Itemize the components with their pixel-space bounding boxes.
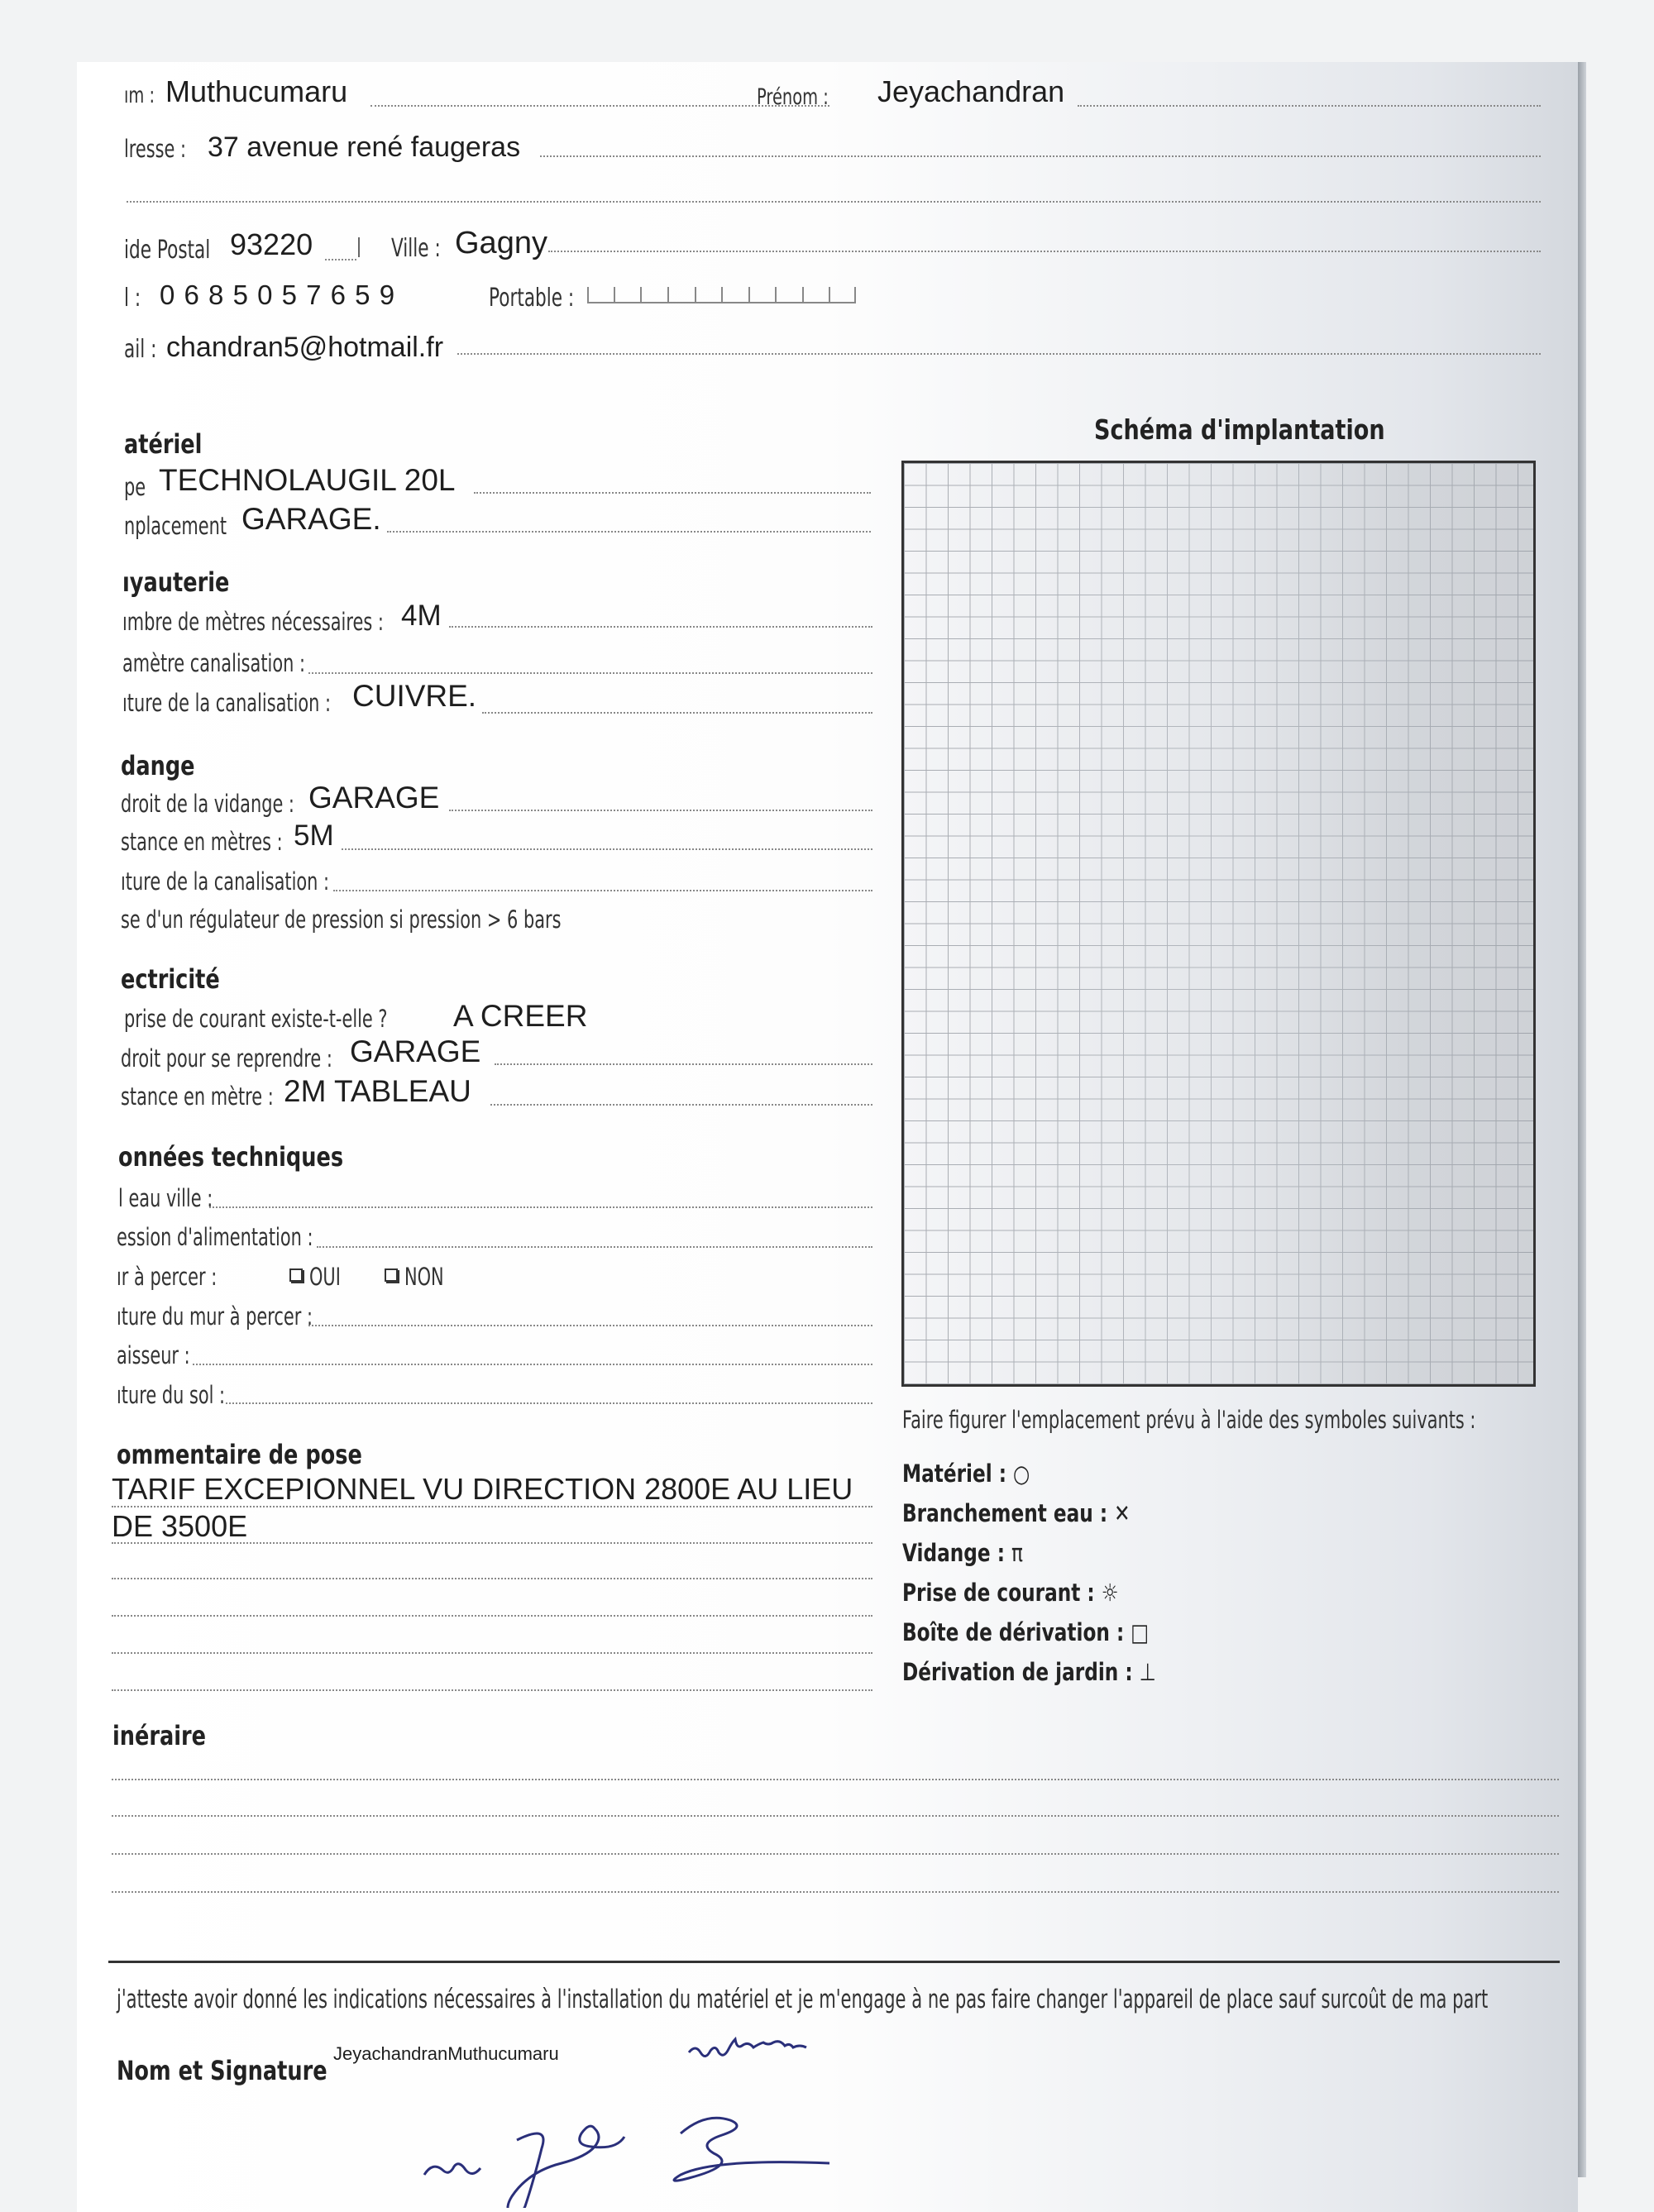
- legend-label: Dérivation de jardin :: [902, 1658, 1133, 1686]
- pression-label: ession d'alimentation :: [117, 1223, 313, 1251]
- commentaire-line-2[interactable]: DE 3500E: [112, 1509, 248, 1543]
- electricite-heading: ectricité: [121, 963, 220, 995]
- epaisseur-line: [193, 1364, 872, 1365]
- legend-label: Branchement eau :: [902, 1499, 1108, 1527]
- code-postal-value[interactable]: 93220: [230, 227, 313, 261]
- vidange-distance-value[interactable]: 5M: [294, 819, 334, 852]
- schema-instructions: Faire figurer l'emplacement prévu à l'aide des symboles suivants :: [902, 1406, 1476, 1434]
- nature-canalisation-value[interactable]: CUIVRE.: [352, 679, 477, 713]
- adresse-label: lresse :: [124, 135, 187, 163]
- itineraire-rule-3: [112, 1853, 1559, 1855]
- nature-canalisation-label: ıture de la canalisation :: [122, 689, 332, 717]
- emplacement-value[interactable]: GARAGE.: [241, 502, 381, 536]
- elec-endroit-value[interactable]: GARAGE: [350, 1034, 481, 1068]
- schema-title: Schéma d'implantation: [1094, 413, 1385, 446]
- ville-label: Ville :: [391, 234, 441, 263]
- legend-label: Matériel :: [902, 1460, 1007, 1488]
- vidange-distance-line: [342, 848, 872, 850]
- diametre-label: amètre canalisation :: [122, 649, 306, 677]
- prenom-label: Prénom :: [757, 84, 829, 110]
- type-label: pe: [124, 473, 146, 501]
- non-checkbox[interactable]: [385, 1268, 398, 1282]
- signature-drawing[interactable]: [325, 2034, 920, 2208]
- diametre-line: [308, 672, 872, 674]
- vidange-endroit-line: [449, 810, 872, 811]
- legend-label: Boîte de dérivation :: [902, 1618, 1125, 1646]
- commentaire-rule-4: [112, 1615, 872, 1617]
- pression-line: [317, 1246, 872, 1248]
- metres-value[interactable]: 4M: [401, 600, 442, 632]
- commentaire-heading: ommentaire de pose: [117, 1439, 362, 1470]
- legend-item: [902, 1499, 1131, 1527]
- mur-percer-label: ır à percer :: [117, 1263, 218, 1291]
- nature-sol-line: [226, 1402, 872, 1404]
- epaisseur-label: aisseur :: [117, 1341, 190, 1369]
- vidange-heading: dange: [121, 750, 195, 781]
- vidange-endroit-label: droit de la vidange :: [121, 790, 294, 818]
- commentaire-rule-3: [112, 1578, 872, 1579]
- mail-label: ail :: [124, 335, 157, 364]
- prenom-value[interactable]: Jeyachandran: [877, 74, 1065, 108]
- legend-label: Prise de courant :: [902, 1579, 1095, 1607]
- prenom-line: [1078, 105, 1541, 107]
- commentaire-line-1[interactable]: TARIF EXCEPIONNEL VU DIRECTION 2800E AU LIEU: [112, 1472, 853, 1506]
- nom-label: ım :: [124, 83, 155, 108]
- legend-label: Vidange :: [902, 1539, 1005, 1567]
- code-postal-box-end: [358, 237, 360, 257]
- non-label: NON: [404, 1263, 444, 1291]
- ville-line: [548, 251, 1541, 252]
- oui-label: OUI: [309, 1263, 341, 1291]
- eau-ville-line: [209, 1206, 872, 1208]
- itineraire-rule-1: [112, 1779, 1559, 1780]
- metres-label: ımbre de mètres nécessaires :: [122, 608, 384, 636]
- legend-symbol-icon: ○: [1013, 1460, 1030, 1488]
- paper-edge-shadow: [1578, 62, 1586, 2177]
- elec-distance-line: [490, 1104, 872, 1106]
- oui-checkbox[interactable]: [289, 1268, 303, 1282]
- donnees-heading: onnées techniques: [118, 1141, 344, 1173]
- materiel-heading: atériel: [124, 428, 203, 460]
- itineraire-rule-2: [112, 1815, 1559, 1817]
- adresse-line-2: [127, 201, 1541, 203]
- tel-value[interactable]: 0 6 8 5 0 5 7 6 5 9: [160, 279, 396, 310]
- commentaire-rule-6: [112, 1689, 872, 1691]
- tuyauterie-heading: ıyauterie: [122, 566, 230, 598]
- adresse-value[interactable]: 37 avenue rené faugeras: [208, 131, 521, 163]
- legend-symbol-icon: ⊥: [1139, 1658, 1156, 1686]
- legend-item: [902, 1618, 1149, 1646]
- legend-item: [902, 1539, 1023, 1567]
- attestation-text: j'atteste avoir donné les indications nécessaires à l'installation du matériel et je m'engage à ne pas faire changer l'appareil de place sauf surcoût de ma part: [117, 1985, 1489, 2014]
- legend-symbol-icon: ☼: [1101, 1579, 1119, 1607]
- elec-distance-value[interactable]: 2M TABLEAU: [284, 1074, 471, 1108]
- mail-value[interactable]: chandran5@hotmail.fr: [166, 332, 444, 363]
- legend-item: [902, 1658, 1156, 1686]
- elec-endroit-label: droit pour se reprendre :: [121, 1044, 332, 1073]
- nature-sol-label: ıture du sol :: [117, 1381, 226, 1409]
- prise-existe-label: prise de courant existe-t-elle ?: [124, 1005, 388, 1033]
- portable-label: Portable :: [489, 284, 575, 313]
- signature-label: Nom et Signature: [117, 2055, 327, 2086]
- vidange-endroit-value[interactable]: GARAGE: [308, 781, 440, 815]
- nature-canalisation-line: [482, 712, 872, 714]
- legend-symbol-icon: π: [1011, 1539, 1023, 1567]
- code-postal-label: ide Postal: [124, 236, 211, 265]
- ville-value[interactable]: Gagny: [455, 226, 547, 260]
- commentaire-rule-2: [112, 1542, 872, 1544]
- nature-mur-line: [308, 1325, 872, 1326]
- form-sheet: [77, 62, 1578, 2212]
- legend-item: [902, 1460, 1030, 1488]
- legend-item: [902, 1579, 1119, 1607]
- vidange-distance-label: stance en mètres :: [121, 828, 283, 856]
- signature-name[interactable]: JeyachandranMuthucumaru: [333, 2043, 559, 2064]
- separator-line: [108, 1961, 1560, 1963]
- eau-ville-label: l eau ville :: [118, 1184, 213, 1212]
- metres-line: [449, 626, 872, 628]
- commentaire-rule-1: [112, 1506, 872, 1507]
- regulateur-label: se d'un régulateur de pression si pression > 6 bars: [121, 905, 562, 934]
- nature-mur-label: ıture du mur à percer :: [117, 1302, 313, 1331]
- code-postal-line: [325, 259, 356, 260]
- vidange-nature-line: [333, 890, 872, 891]
- elec-distance-label: stance en mètre :: [121, 1082, 274, 1111]
- emplacement-label: nplacement: [124, 512, 227, 540]
- type-line: [474, 492, 871, 494]
- mail-line: [457, 353, 1541, 355]
- legend-symbol-icon: □: [1131, 1618, 1150, 1646]
- tel-label: l :: [124, 284, 141, 313]
- type-value[interactable]: TECHNOLAUGIL 20L: [159, 463, 456, 497]
- itineraire-heading: inéraire: [112, 1720, 207, 1751]
- prise-existe-value[interactable]: A CREER: [453, 999, 588, 1033]
- schema-grid[interactable]: [901, 461, 1536, 1387]
- portable-boxes[interactable]: [587, 287, 856, 303]
- adresse-line: [540, 155, 1541, 157]
- legend-symbol-icon: ✕: [1114, 1499, 1131, 1527]
- elec-endroit-line: [495, 1063, 872, 1065]
- vidange-nature-label: ıture de la canalisation :: [121, 867, 330, 896]
- emplacement-line: [387, 531, 871, 533]
- itineraire-rule-4: [112, 1891, 1559, 1893]
- commentaire-rule-5: [112, 1652, 872, 1654]
- nom-value[interactable]: Muthucumaru: [165, 74, 348, 108]
